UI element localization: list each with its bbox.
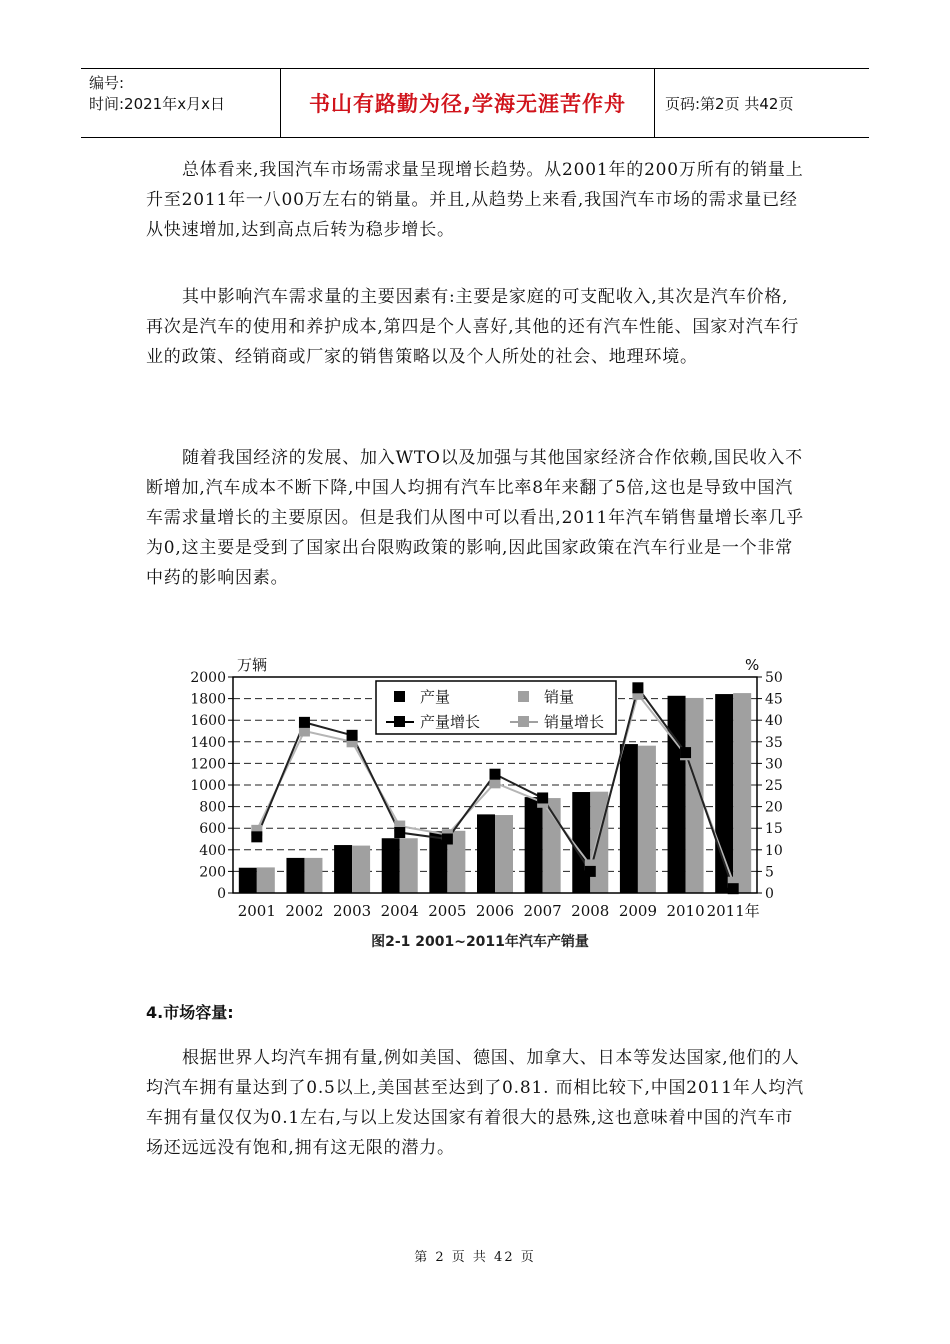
- bar-产量-2007: [525, 797, 543, 893]
- right-tick-label: 40: [765, 713, 783, 730]
- number-label: 编号:: [89, 74, 125, 92]
- page-info: 页码:第2页 共42页: [665, 94, 794, 113]
- right-tick-label: 0: [765, 886, 774, 902]
- x-tick-label: 2003: [332, 902, 372, 920]
- bar-销量-2011年: [733, 693, 751, 893]
- bar-销量-2003: [352, 846, 370, 893]
- x-tick-label: 2001: [237, 902, 276, 920]
- left-tick-label: 600: [199, 821, 226, 838]
- page-footer: 第 2 页 共 42 页: [414, 1250, 536, 1265]
- left-tick-label: 200: [199, 864, 226, 881]
- x-tick-label: 2002: [285, 902, 324, 920]
- bar-产量-2009: [620, 744, 638, 893]
- paragraph-1: 总体看来,我国汽车市场需求量呈现增长趋势。从2001年的200万所有的销量上升至2011年一八00万左右的销量。并且,从趋势上来看,我国汽车市场的需求量已经从快速增加,达到高点后转为稳步增长。: [146, 160, 804, 240]
- left-tick-label: 1800: [190, 691, 226, 708]
- x-tick-label: 2008: [571, 902, 610, 920]
- left-tick-label: 1200: [190, 756, 226, 773]
- bar-销量-2004: [400, 838, 418, 893]
- paragraph-3: 随着我国经济的发展、加入WTO以及加强与其他国家经济合作依赖,国民收入不断增加,汽车成本不断下降,中国人均拥有汽车比率8年来翻了5倍,这也是导致中国汽车需求量增长的主要原因。但是我们从图中可以看出,2011年汽车销售量增长率几乎为0,这主要是受到了国家出台限购政策的影响,因此国家政策在汽车行业是一个非常中药的影响因素。: [146, 448, 804, 588]
- x-tick-label: 2005: [428, 902, 467, 920]
- legend-label-销量增长: 销量增长: [544, 713, 605, 731]
- x-tick-label: 2004: [380, 902, 419, 920]
- motto: 书山有路勤为径,学海无涯苦作舟: [281, 69, 655, 137]
- bar-产量-2006: [477, 814, 495, 893]
- bar-销量-2002: [304, 858, 322, 893]
- legend-label-产量: 产量: [420, 688, 451, 706]
- bar-产量-2002: [286, 858, 304, 893]
- x-tick-label: 2009: [618, 902, 658, 920]
- chart-caption: 图2-1 2001~2011年汽车产销量: [371, 934, 589, 950]
- right-tick-label: 35: [765, 734, 783, 751]
- left-axis-unit: 万辆: [237, 656, 268, 674]
- marker-产量增长-2006: [490, 769, 501, 780]
- left-tick-label: 1400: [190, 734, 226, 751]
- legend-swatch-销量增长: [518, 716, 529, 727]
- legend-swatch-产量增长: [394, 716, 405, 727]
- x-tick-label: 2010: [666, 902, 705, 920]
- page-header: [81, 68, 869, 138]
- legend-label-销量: 销量: [544, 688, 575, 706]
- left-tick-label: 1600: [190, 713, 226, 730]
- bar-产量-2004: [382, 838, 400, 893]
- right-tick-label: 15: [765, 821, 783, 838]
- bar-产量-2003: [334, 845, 352, 893]
- marker-产量增长-2001: [251, 831, 262, 842]
- header-left-cell: [81, 69, 281, 137]
- marker-产量增长-2007: [537, 792, 548, 803]
- right-tick-label: 20: [765, 799, 783, 816]
- right-tick-label: 45: [765, 691, 783, 708]
- left-tick-label: 2000: [190, 670, 226, 686]
- x-tick-label: 2011年: [706, 902, 760, 920]
- bar-销量-2001: [257, 867, 275, 893]
- section-heading: 4.市场容量:: [146, 1003, 234, 1022]
- bar-产量-2001: [239, 868, 257, 893]
- bar-产量-2008: [572, 792, 590, 893]
- paragraph-2: 其中影响汽车需求量的主要因素有:主要是家庭的可支配收入,其次是汽车价格,再次是汽车的使用和养护成本,第四是个人喜好,其他的还有汽车性能、国家对汽车行业的政策、经销商或厂家的销售策略以及个人所处的社会、地理环境。: [146, 287, 800, 367]
- x-tick-label: 2007: [523, 902, 562, 920]
- right-tick-label: 25: [765, 778, 783, 794]
- legend-label-产量增长: 产量增长: [420, 713, 481, 731]
- production-sales-chart: [180, 648, 783, 958]
- marker-产量增长-2004: [394, 827, 405, 838]
- marker-产量增长-2010: [680, 747, 691, 758]
- left-tick-label: 800: [199, 799, 226, 816]
- marker-产量增长-2009: [632, 682, 643, 693]
- right-tick-label: 10: [765, 842, 783, 859]
- right-tick-label: 5: [765, 864, 774, 881]
- marker-产量增长-2005: [442, 834, 453, 845]
- legend-swatch-销量: [518, 691, 529, 702]
- bar-产量-2010: [668, 696, 686, 893]
- bar-销量-2006: [495, 815, 513, 893]
- right-axis-unit: %: [745, 656, 760, 674]
- bar-销量-2009: [638, 746, 656, 893]
- marker-产量增长-2003: [347, 730, 358, 741]
- left-tick-label: 1000: [190, 778, 226, 794]
- right-tick-label: 50: [765, 670, 783, 686]
- left-tick-label: 400: [199, 842, 226, 859]
- marker-产量增长-2002: [299, 717, 310, 728]
- right-tick-label: 30: [765, 756, 783, 773]
- left-tick-label: 0: [217, 886, 226, 902]
- legend-swatch-产量: [394, 691, 405, 702]
- x-tick-label: 2006: [475, 902, 515, 920]
- section-paragraph: 根据世界人均汽车拥有量,例如美国、德国、加拿大、日本等发达国家,他们的人均汽车拥有量达到了0.5以上,美国甚至达到了0.81. 而相比较下,中国2011年人均汽车拥有量仅仅为0.1左右,与以上发达国家有着很大的悬殊,这也意味着中国的汽车市场还远远没有饱和,拥有这无限的潜力。: [146, 1048, 804, 1158]
- marker-产量增长-2008: [585, 866, 596, 877]
- time-label: 时间:2021年x月x日: [89, 95, 225, 113]
